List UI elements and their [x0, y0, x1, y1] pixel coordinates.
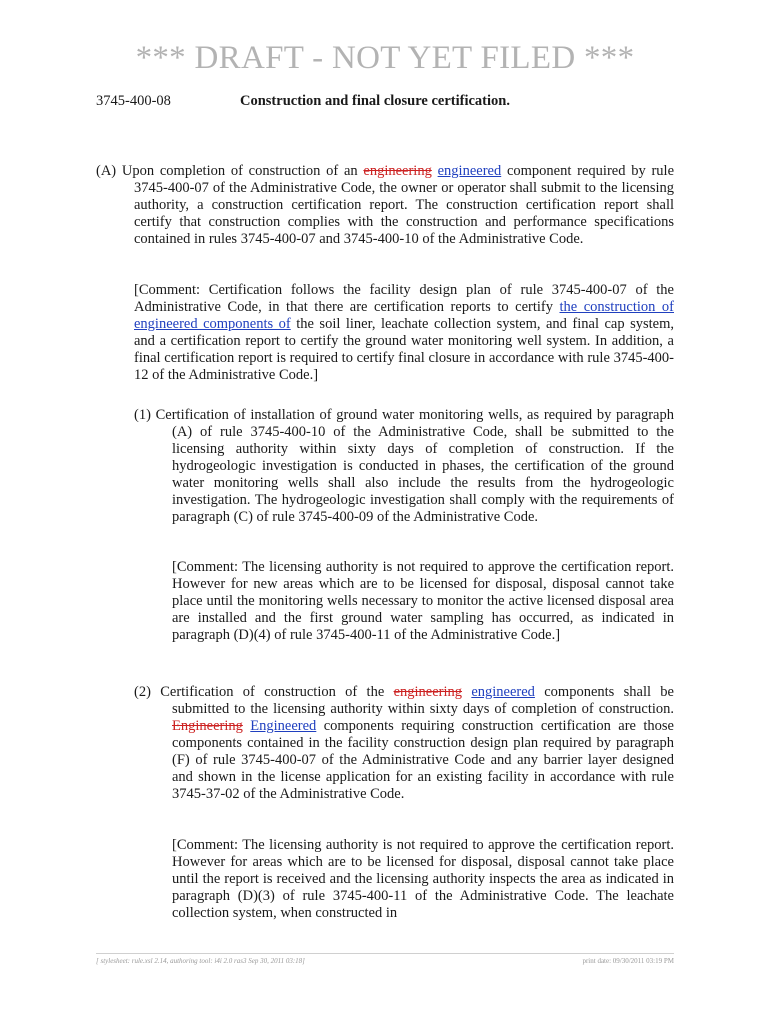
- paragraph-a2-comment: [Comment: The licensing authority is not required to approve the certification report. However for areas which are to be licensed for disposal, disposal cannot take place until the report is received and the licensing authority inspects the area as indicated in paragraph (D)(3) of rule 3745-400-11 of the Administrative Code. The leachate collection system, when constructed in: [172, 837, 674, 921]
- comment-a-lead: [Comment: Certification follows the facility design plan of rule 3745-400-07 of the Administrative Code, in that there are certification reports to certify: [134, 282, 674, 315]
- paragraph-a1: (1) Certification of installation of ground water monitoring wells, as required by paragraph (A) of rule 3745-400-10 of the Administrative Code, shall be submitted to the licensing authority within sixty days of completion of construction. If the hydrogeologic investigation is conducted in phases, the certification of the ground water monitoring wells shall also include the results from the hydrogeologic investigation. The hydrogeologic investigation shall comply with the requirements of paragraph (C) of rule 3745-400-09 of the Administrative Code.: [134, 407, 674, 525]
- footer-stylesheet-info: [ stylesheet: rule.xsl 2.14, authoring tool: i4i 2.0 ras3 Sep 30, 2011 03:18]: [96, 957, 305, 965]
- paragraph-a2: [134, 684, 674, 803]
- paragraph-a-rest: component required by rule 3745-400-07 of the Administrative Code, the owner or operator shall submit to the licensing authority, a construction certification report. The construction certification report shall certify that construction complies with the construction and performance specifications contained in rules 3745-400-07 and 3745-400-10 of the Administrative Code.: [134, 163, 675, 247]
- paragraph-a2-lead: (2) Certification of construction of the: [134, 684, 394, 700]
- paragraph-a-comment: [134, 282, 674, 384]
- comment-a-rest: the soil liner, leachate collection system, and final cap system, and a certification report to certify the ground water monitoring well system. In addition, a final certification report is required to certify final closure in accordance with rule 3745-400-12 of the Administrative Code.]: [134, 316, 674, 383]
- rule-title: Construction and final closure certification.: [240, 93, 510, 109]
- paragraph-a1-comment: [Comment: The licensing authority is not required to approve the certification report. However for new areas which are to be licensed for disposal, disposal cannot take place until the monitoring wells necessary to monitor the active licensed disposal area are installed and the first ground water sampling has occurred, as indicated in paragraph (D)(4) of rule 3745-400-11 of the Administrative Code.]: [172, 559, 674, 643]
- deleted-text: engineering: [393, 684, 463, 700]
- footer-print-date: print date: 09/30/2011 03:19 PM: [582, 957, 674, 965]
- footer-divider: [96, 953, 674, 954]
- inserted-text: engineered: [437, 163, 502, 179]
- paragraph-a2-mid: components shall be submitted to the licensing authority within sixty days of completion of construction.: [172, 684, 674, 717]
- inserted-text: Engineered: [250, 718, 317, 734]
- inserted-text: the construction of engineered components of: [134, 299, 674, 332]
- inserted-text: engineered: [471, 684, 535, 700]
- draft-watermark: *** DRAFT - NOT YET FILED ***: [135, 40, 635, 76]
- rule-number: 3745-400-08: [96, 93, 171, 109]
- deleted-text: engineering: [363, 163, 432, 179]
- paragraph-a: [96, 163, 675, 248]
- paragraph-a-lead: (A) Upon completion of construction of an: [96, 163, 364, 179]
- paragraph-a2-rest: components requiring construction certification are those components contained in the facility construction design plan required by paragraph (F) of rule 3745-400-07 of the Administrative Code and any barrier layer designed and shown in the license application for an existing facility in accordance with rule 3745-37-02 of the Administrative Code.: [172, 718, 674, 802]
- deleted-text: Engineering: [172, 718, 243, 734]
